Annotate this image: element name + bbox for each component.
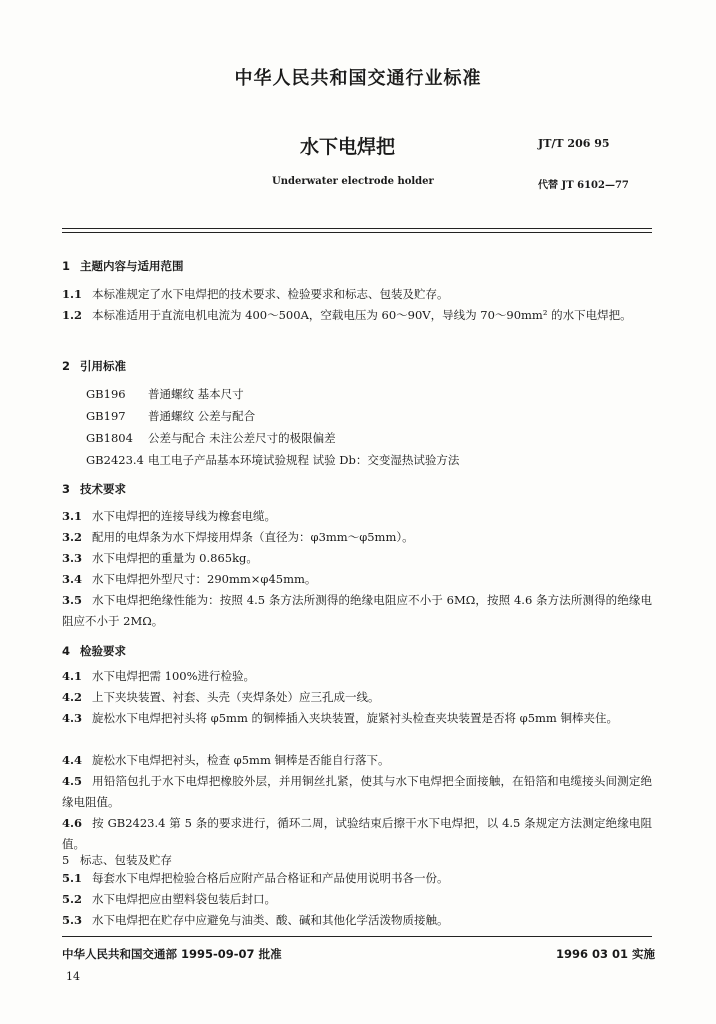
section-number: 4 [62, 644, 71, 658]
clause-3-2: 3.2 配用的电焊条为水下焊接用焊条（直径为：φ3mm～φ5mm）。 [62, 530, 414, 544]
section-1-heading [62, 258, 184, 274]
section-number: 1 [62, 259, 71, 273]
clause-4-3: 4.3 旋松水下电焊把衬头将 φ5mm 的铜棒插入夹块装置，旋紧衬头检查夹块装置是否将 φ5mm 铜棒夹住。 [62, 711, 618, 725]
clause-4-2: 4.2 上下夹块装置、衬套、头壳（夹焊条处）应三孔成一线。 [62, 690, 380, 704]
header-rule-thin [62, 232, 652, 233]
section-3-heading [62, 481, 126, 497]
document-title: 水下电焊把 [300, 136, 396, 158]
issuing-organization: 中华人民共和国交通行业标准 [234, 68, 482, 89]
section-title: 检验要求 [80, 644, 126, 658]
clause-4-1: 4.1 水下电焊把需 100%进行检验。 [62, 669, 256, 683]
section-title: 主题内容与适用范围 [80, 259, 184, 273]
section-5-heading [62, 852, 172, 868]
clause-5-2: 5.2 水下电焊把应由塑料袋包装后封口。 [62, 892, 277, 906]
clause-5-1: 5.1 每套水下电焊把检验合格后应附产品合格证和产品使用说明书各一份。 [62, 871, 449, 885]
section-number: 5 [62, 853, 70, 867]
section-title: 引用标准 [80, 359, 126, 373]
clause-4-5: 4.5 用铅箔包扎于水下电焊把橡胶外层，并用铜丝扎紧，使其与水下电焊把全面接触，在铅箔和电缆接头间测定绝缘电阻值。 [62, 774, 652, 809]
section-title: 技术要求 [80, 482, 126, 496]
header-rule [62, 228, 652, 229]
page-number: 14 [66, 970, 80, 983]
clause-4-6: 4.6 按 GB2423.4 第 5 条的要求进行，循环二周，试验结束后擦干水下电焊把，以 4.5 条规定方法测定绝缘电阻值。 [62, 816, 652, 851]
clause-3-3: 3.3 水下电焊把的重量为 0.865kg。 [62, 551, 258, 565]
clause-5-3: 5.3 水下电焊把在贮存中应避免与油类、酸、碱和其他化学活泼物质接触。 [62, 913, 449, 927]
implementation-date: 1996 03 01 实施 [556, 947, 656, 961]
reference-item: GB197 普通螺纹 公差与配合 [86, 409, 256, 423]
clause-3-5: 3.5 水下电焊把绝缘性能为：按照 4.5 条方法所测得的绝缘电阻应不小于 6MΩ，按照 4.6 条方法所测得的绝缘电阻应不小于 2MΩ。 [62, 593, 652, 628]
clause-3-1: 3.1 水下电焊把的连接导线为橡套电缆。 [62, 509, 277, 523]
section-title: 标志、包装及贮存 [80, 853, 172, 867]
section-2-heading [62, 358, 126, 374]
reference-item: GB196 普通螺纹 基本尺寸 [86, 387, 244, 401]
section-number: 2 [62, 359, 71, 373]
standard-number: JT/T 206 95 [538, 137, 610, 150]
section-4-heading [62, 643, 126, 659]
section-number: 3 [62, 482, 71, 496]
footer-rule [62, 936, 652, 937]
clause-1-1: 1.1 本标准规定了水下电焊把的技术要求、检验要求和标志、包装及贮存。 [62, 287, 449, 301]
clause-1-2: 1.2 本标准适用于直流电机电流为 400～500A，空载电压为 60～90V，导线为 70～90mm² 的水下电焊把。 [62, 308, 632, 322]
clause-3-4: 3.4 水下电焊把外型尺寸：290mm×φ45mm。 [62, 572, 317, 586]
reference-item: GB1804 公差与配合 未注公差尺寸的极限偏差 [86, 431, 336, 445]
english-title: Underwater electrode holder [272, 176, 434, 187]
approval-line: 中华人民共和国交通部 1995-09-07 批准 [62, 947, 282, 961]
reference-item: GB2423.4 电工电子产品基本环境试验规程 试验 Db：交变湿热试验方法 [86, 453, 460, 467]
replaces-standard: 代替 JT 6102—77 [538, 180, 629, 191]
clause-4-4: 4.4 旋松水下电焊把衬头，检查 φ5mm 铜棒是否能自行落下。 [62, 753, 390, 767]
